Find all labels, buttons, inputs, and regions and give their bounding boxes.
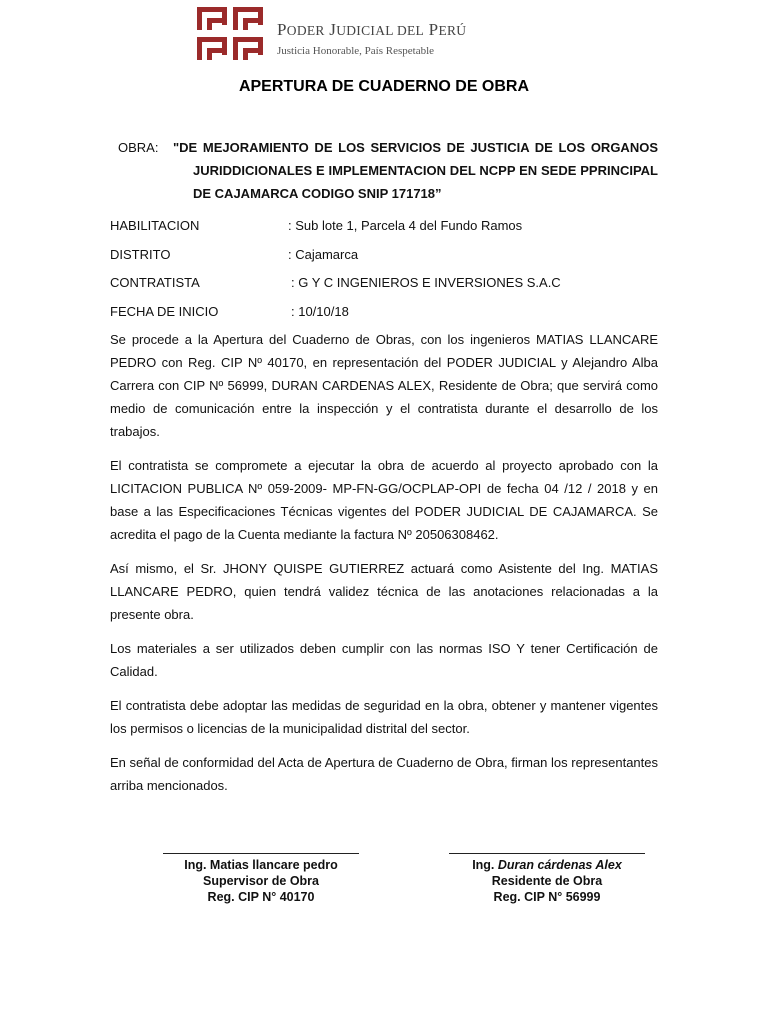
body-paragraph: En señal de conformidad del Acta de Apertura de Cuaderno de Obra, firman los representantes arriba mencionados. [110, 755, 658, 793]
body-paragraph: Se procede a la Apertura del Cuaderno de Obras, con los ingenieros MATIAS LLANCARE PEDRO con Reg. CIP Nº 40170, en representación del PODER JUDICIAL y Alejandro Alba Carrera con CIP Nº 56999, DURAN CARDENAS ALEX, Residente de Obra; que servirá como medio de comunicación entre la inspección y el contratista durante el desarrollo de los trabajos. [110, 332, 658, 439]
signer-name-prefix: Ing. [472, 858, 498, 872]
obra-label: OBRA: [118, 140, 159, 155]
institution-part: UDICIAL DEL [336, 23, 425, 38]
field-value: : Sub lote 1, Parcela 4 del Fundo Ramos [288, 218, 523, 233]
institution-initial: P [428, 20, 439, 39]
signer-role: Supervisor de Obra [202, 874, 319, 888]
field-label: CONTRATISTA [110, 275, 200, 290]
field-row-fecha-inicio [110, 301, 670, 330]
signer-name [449, 857, 645, 873]
field-label: FECHA DE INICIO [110, 303, 219, 319]
signature-line [449, 853, 645, 854]
body-paragraph: Así mismo, el Sr. JHONY QUISPE GUTIERREZ actuará como Asistente del Ing. MATIAS LLANCARE PEDRO, quien tendrá validez técnica de las anotaciones relacionadas a la presente obra. [110, 561, 658, 622]
signer-role: Residente de Obra [491, 874, 603, 888]
poder-judicial-logo [196, 5, 266, 63]
body-paragraph: El contratista se compromete a ejecutar la obra de acuerdo al proyecto aprobado con la LICITACION PUBLICA Nº 059-2009- MP-FN-GG/OCPLAP-OPI de fecha 04 /12 / 2018 y en base a las Especificaciones Técnicas vigentes del PODER JUDICIAL DE CAJAMARCA. Se acredita el pago de la Cuenta mediante la factura Nº 20506308462. [110, 458, 658, 542]
institution-initial: J [329, 20, 337, 39]
institution-part: ERÚ [438, 23, 467, 38]
document-body [110, 328, 658, 808]
obra-description: "DE MEJORAMIENTO DE LOS SERVICIOS DE JUSTICIA DE LOS ORGANOS JURIDDICIONALES E IMPLEMENTACION DEL NCPP EN SEDE PPRINCIPAL DE CAJAMARCA CODIGO SNIP 171718” [173, 140, 658, 201]
field-label: HABILITACION [110, 218, 200, 233]
institution-part: ODER [286, 23, 325, 38]
signature-supervisor [163, 853, 359, 905]
signer-registration: Reg. CIP N° 40170 [207, 890, 315, 904]
signer-name: Ing. Matias llancare pedro [184, 858, 338, 872]
body-paragraph: Los materiales a ser utilizados deben cumplir con las normas ISO Y tener Certificación de Calidad. [110, 641, 658, 679]
institution-motto: Justicia Honorable, País Respetable [277, 45, 435, 57]
signer-registration: Reg. CIP N° 56999 [493, 890, 601, 904]
field-value: : G Y C INGENIEROS E INVERSIONES S.A.C [291, 275, 561, 290]
body-paragraph: El contratista debe adoptar las medidas de seguridad en la obra, obtener y mantener vigentes los permisos o licencias de la municipalidad distrital del sector. [110, 698, 658, 736]
institution-initial: P [277, 20, 287, 39]
field-row-contratista [110, 272, 670, 301]
field-row-habilitacion [110, 215, 670, 244]
project-fields [110, 215, 670, 329]
signer-name-italic: Duran cárdenas Alex [497, 858, 622, 872]
institution-name [277, 20, 466, 40]
document-title: APERTURA DE CUADERNO DE OBRA [238, 78, 530, 95]
field-row-distrito [110, 244, 670, 273]
obra-section [118, 136, 658, 205]
signature-resident [449, 853, 645, 905]
field-value: : 10/10/18 [291, 303, 349, 319]
field-label: DISTRITO [110, 246, 171, 262]
signature-line [163, 853, 359, 854]
field-value: : Cajamarca [288, 246, 359, 262]
